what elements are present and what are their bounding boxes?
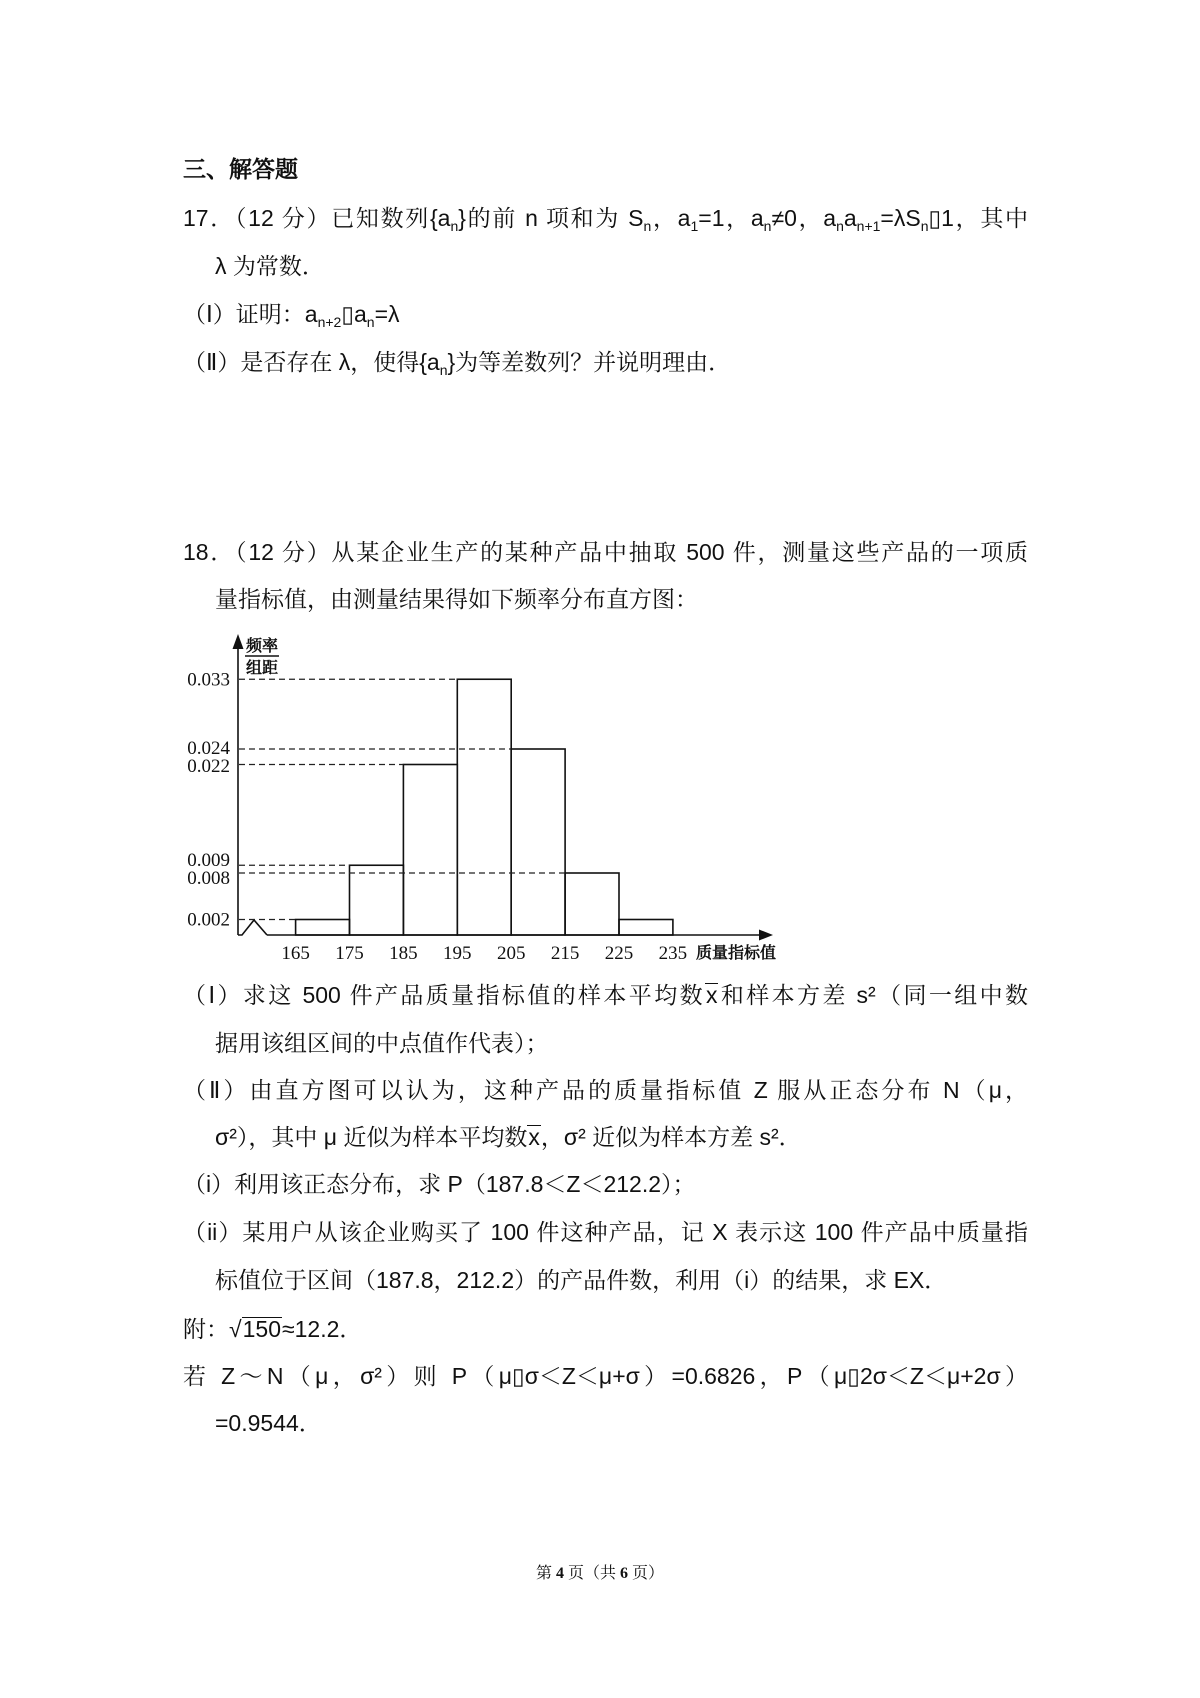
q18-subpart-i <box>183 1169 696 1199</box>
histogram-bar <box>619 920 673 936</box>
text-run: 页（共 <box>563 1565 620 1582</box>
x-tick-label: 165 <box>281 943 310 964</box>
q18-appendix-line-1 <box>183 1314 362 1344</box>
text-run: a <box>843 205 857 231</box>
text-run: ，σ² 近似为样本方差 s²． <box>540 1124 802 1150</box>
subscript: n <box>366 314 375 330</box>
text-run: λ 为常数． <box>215 253 325 279</box>
y-tick-label: 0.024 <box>187 737 230 759</box>
q18-appendix-line-2 <box>183 1361 1028 1391</box>
text-run: （Ⅱ）是否存在 λ，使得{a <box>183 349 440 375</box>
page-footer <box>0 1563 1200 1585</box>
text-run: 标值位于区间（187.8，212.2）的产品件数，利用（i）的结果，求 EX． <box>215 1267 948 1293</box>
x-tick-label: 195 <box>443 943 472 964</box>
q18-part-2-line-1 <box>183 1075 1028 1105</box>
text-run: }的前 n 项和为 S <box>458 205 644 231</box>
subscript: n <box>763 218 772 234</box>
q17-stem-line-1 <box>183 203 1028 233</box>
x-tick-label: 205 <box>496 943 526 964</box>
text-run: ▯a <box>341 301 367 327</box>
q18-part-1-line-2 <box>215 1028 549 1058</box>
subscript: n <box>643 218 652 234</box>
y-tick-label: 0.033 <box>187 669 230 691</box>
text-run: ▯1，其中 <box>928 205 1029 231</box>
text-run: σ²），其中 μ 近似为样本平均数 <box>215 1124 528 1150</box>
text-run: 据用该组区间的中点值作代表）； <box>215 1030 549 1056</box>
text-run: （Ⅰ）求这 500 件产品质量指标值的样本平均数 <box>183 982 705 1008</box>
subscript: n+2 <box>317 314 342 330</box>
y-axis-arrowhead <box>233 634 244 649</box>
histogram-bar <box>350 865 404 935</box>
subscript: n <box>920 218 929 234</box>
x-axis-break-mark <box>238 920 267 935</box>
x-tick-label: 175 <box>335 943 364 964</box>
y-tick-label: 0.022 <box>187 755 230 777</box>
histogram-bar <box>296 920 350 936</box>
text-run: 17．（12 分）已知数列{a <box>183 205 451 231</box>
q18-subpart-ii-line-1 <box>183 1217 1028 1247</box>
overline-term: x <box>528 1124 540 1150</box>
text-run: ，a <box>651 205 691 231</box>
histogram-marks <box>187 669 687 964</box>
y-axis-label-denominator: 组距 <box>246 660 279 677</box>
q17-part-2 <box>183 347 731 377</box>
q17-stem-line-2 <box>215 251 325 281</box>
text-run: ≠0，a <box>771 205 837 231</box>
histogram-bar <box>457 679 511 935</box>
x-axis-arrowhead <box>759 930 773 941</box>
text-run: 页） <box>628 1565 665 1582</box>
text-run: =1，a <box>698 205 764 231</box>
text-run: 第 <box>535 1565 556 1582</box>
text-run: 附： <box>183 1316 229 1342</box>
subscript: n+1 <box>856 218 881 234</box>
histogram-bar <box>565 873 619 935</box>
text-run: 18．（12 分）从某企业生产的某种产品中抽取 500 件，测量这些产品的一项质 <box>183 539 1028 565</box>
y-tick-label: 0.008 <box>187 868 230 890</box>
subscript: n <box>836 218 844 234</box>
histogram-bar <box>511 749 565 935</box>
overline-term: x <box>705 982 718 1008</box>
text-run: 若 Z～N（μ，σ²）则 P（μ▯σ＜Z＜μ+σ）=0.6826，P（μ▯2σ＜Z＜μ+2σ） <box>183 1363 1028 1389</box>
q18-appendix-line-3 <box>215 1408 322 1438</box>
q18-stem-line-1 <box>183 537 1028 567</box>
text-run: =0.9544． <box>215 1410 322 1436</box>
q18-part-1-line-1 <box>183 980 1028 1010</box>
y-tick-label: 0.009 <box>187 850 230 872</box>
x-axis-label: 质量指标值 <box>696 945 777 962</box>
text-run: =λ <box>374 301 400 327</box>
q18-subpart-ii-line-2 <box>215 1265 947 1295</box>
text-run: =λS <box>880 205 921 231</box>
text-run: （ii）某用户从该企业购买了 100 件这种产品，记 X 表示这 100 件产品中质量指 <box>183 1219 1028 1245</box>
x-tick-label: 235 <box>658 943 688 964</box>
text-run: }为等差数列？并说明理由． <box>447 349 732 375</box>
bold-number: 6 <box>620 1565 628 1582</box>
q17-part-1 <box>183 299 400 329</box>
bold-number: 4 <box>555 1565 564 1582</box>
text-run: √ <box>229 1316 242 1342</box>
overline-term: 150 <box>242 1316 281 1342</box>
frequency-histogram <box>175 628 815 973</box>
text-run: 量指标值，由测量结果得如下频率分布直方图： <box>215 586 698 612</box>
text-run: （Ⅱ）由直方图可以认为，这种产品的质量指标值 Z 服从正态分布 N（μ， <box>183 1077 1028 1103</box>
x-tick-label: 215 <box>550 943 580 964</box>
q18-part-2-line-2 <box>215 1122 802 1152</box>
y-axis-label-numerator: 频率 <box>246 638 279 655</box>
histogram-bar <box>403 765 457 936</box>
text-run: 和样本方差 s²（同一组中数 <box>718 982 1028 1008</box>
subscript: 1 <box>690 218 699 234</box>
text-run: （Ⅰ）证明：a <box>183 301 318 327</box>
subscript: n <box>439 362 448 378</box>
text-run: ≈12.2． <box>282 1316 363 1342</box>
x-tick-label: 225 <box>604 943 634 964</box>
y-tick-label: 0.002 <box>187 909 230 931</box>
section-title: 三、解答题 <box>183 156 298 182</box>
x-tick-label: 185 <box>389 943 418 964</box>
text-run: （i）利用该正态分布，求 P（187.8＜Z＜212.2）； <box>183 1171 696 1197</box>
subscript: n <box>450 218 459 234</box>
q18-stem-line-2 <box>215 584 698 614</box>
